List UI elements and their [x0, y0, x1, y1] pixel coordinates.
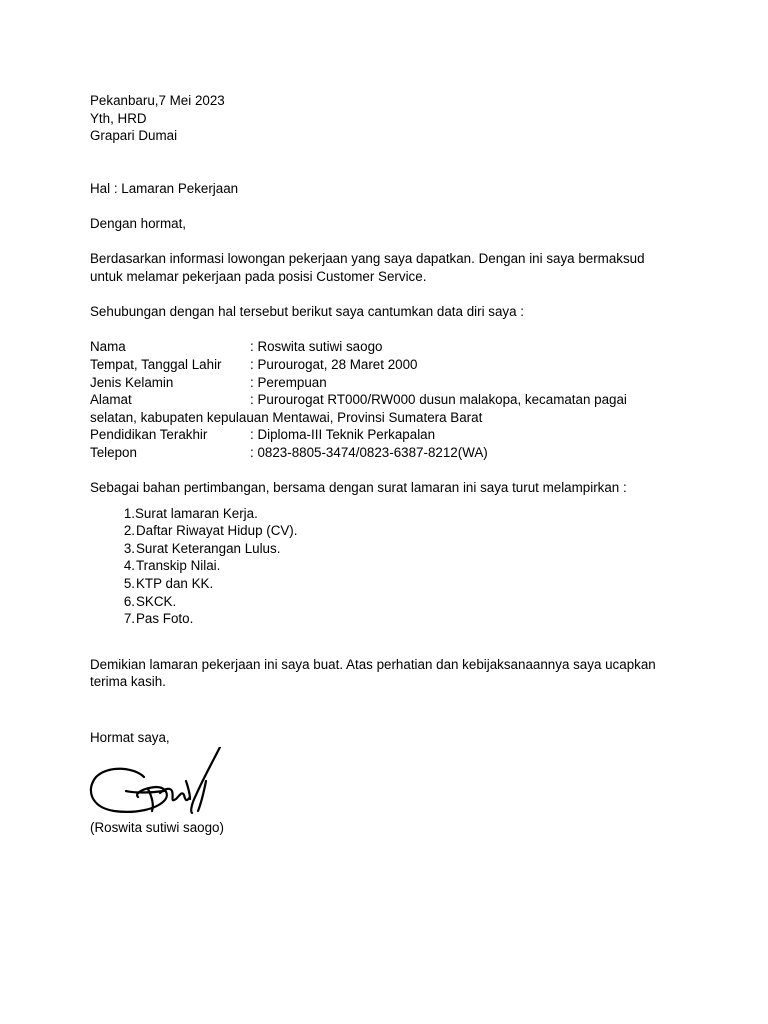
- data-label: Pendidikan Terakhir: [90, 427, 208, 443]
- data-label: Nama: [90, 339, 126, 355]
- list-item: [90, 557, 680, 575]
- list-text: SKCK.: [136, 593, 177, 609]
- data-label: Alamat: [90, 392, 132, 408]
- data-row-education: [90, 426, 680, 444]
- list-number: 1.: [123, 505, 135, 521]
- list-number: 5.: [123, 576, 135, 592]
- place-date: Pekanbaru,7 Mei 2023: [90, 93, 225, 108]
- data-value: : Roswita sutiwi saogo: [250, 339, 383, 355]
- list-item: [90, 593, 680, 611]
- intro-line-1: Berdasarkan informasi lowongan pekerjaan yang saya dapatkan. Dengan ini saya bermaksud: [90, 251, 645, 267]
- attachments-list: [90, 505, 680, 628]
- data-value: : Purourogat, 28 Maret 2000: [250, 356, 418, 372]
- list-number: 2.: [123, 523, 135, 539]
- list-text: Surat lamaran Kerja.: [135, 505, 258, 521]
- list-number: 7.: [123, 611, 135, 627]
- personal-data-table: [90, 338, 680, 461]
- data-value: : Diploma-III Teknik Perkapalan: [250, 427, 436, 443]
- list-text: Surat Keterangan Lulus.: [136, 540, 281, 556]
- data-label: Jenis Kelamin: [90, 374, 174, 390]
- list-number: 4.: [123, 558, 135, 574]
- data-row-phone: [90, 444, 680, 462]
- list-item: [90, 505, 680, 523]
- data-label: Tempat, Tanggal Lahir: [90, 356, 222, 372]
- data-label: Telepon: [90, 444, 137, 460]
- signature-drawing: [86, 747, 231, 819]
- handwritten-signature: [86, 747, 231, 819]
- list-item: [90, 610, 680, 628]
- list-text: Transkip Nilai.: [136, 558, 221, 574]
- subject-line: Hal : Lamaran Pekerjaan: [90, 180, 239, 196]
- data-row-name: [90, 338, 680, 356]
- greeting: Dengan hormat,: [90, 216, 187, 232]
- list-text: KTP dan KK.: [136, 576, 214, 592]
- list-text: Daftar Riwayat Hidup (CV).: [136, 523, 298, 539]
- signer-name: (Roswita sutiwi saogo): [90, 819, 224, 835]
- application-letter: [90, 92, 680, 836]
- data-value: : Perempuan: [250, 374, 327, 390]
- attachments-intro: Sebagai bahan pertimbangan, bersama dengan surat lamaran ini saya turut melampirkan :: [90, 480, 627, 496]
- list-item: [90, 522, 680, 540]
- list-item: [90, 540, 680, 558]
- list-item: [90, 575, 680, 593]
- list-text: Pas Foto.: [136, 611, 194, 627]
- data-row-gender: [90, 374, 680, 392]
- data-intro: Sehubungan dengan hal tersebut berikut saya cantumkan data diri saya :: [90, 304, 524, 320]
- sign-off: Hormat saya,: [90, 730, 170, 745]
- intro-line-2: untuk melamar pekerjaan pada posisi Customer Service.: [90, 268, 427, 284]
- list-number: 3.: [123, 540, 135, 556]
- address-continuation: selatan, kabupaten kepulauan Mentawai, Provinsi Sumatera Barat: [90, 409, 483, 425]
- company-name: Grapari Dumai: [90, 128, 178, 144]
- data-value: : 0823-8805-3474/0823-6387-8212(WA): [250, 444, 488, 460]
- closing-line-1: Demikian lamaran pekerjaan ini saya buat. Atas perhatian dan kebijaksanaannya saya ucapkan: [90, 656, 656, 672]
- data-row-birth: [90, 356, 680, 374]
- closing-line-2: terima kasih.: [90, 674, 166, 690]
- list-number: 6.: [123, 593, 135, 609]
- data-value: : Purourogat RT000/RW000 dusun malakopa, kecamatan pagai: [250, 392, 627, 408]
- recipient: Yth, HRD: [90, 110, 147, 126]
- data-row-address: [90, 391, 680, 409]
